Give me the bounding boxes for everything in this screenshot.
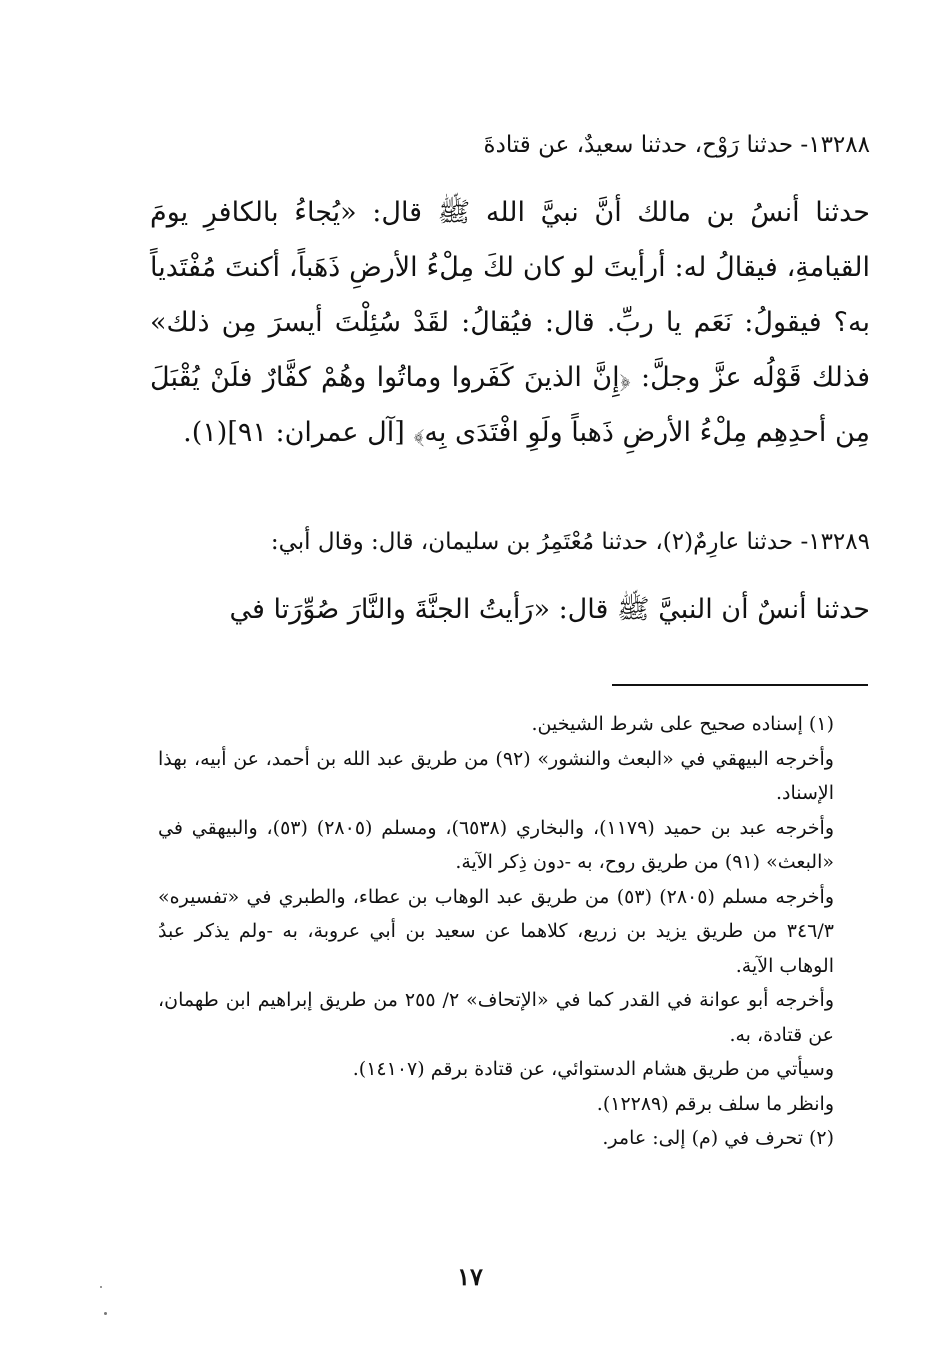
- footnote-line: وأخرجه البيهقي في «البعث والنشور» (٩٢) من طريق عبد الله بن أحمد، عن أبيه، بهذا الإسناد.: [158, 747, 834, 804]
- footnote-line: وأخرجه عبد بن حميد (١١٧٩)، والبخاري (٦٥٣٨)، ومسلم (٢٨٠٥) (٥٣)، والبيهقي في «البعث» (٩١) من طريق روح، به -دون ذِكر الآية.: [158, 816, 835, 873]
- footnote-line: (١) إسناده صحيح على شرط الشيخين.: [531, 713, 834, 735]
- page-number: ١٧: [457, 1262, 483, 1291]
- footnote-separator: [612, 684, 868, 686]
- footnote-line: وأخرجه أبو عوانة في القدر كما في «الإتحاف» ٢/ ٢٥٥ من طريق إبراهيم ابن طهمان، عن قتادة، به.: [158, 989, 834, 1046]
- hadith-13289-body-block: [150, 582, 870, 637]
- hadith-body: حدثنا أنسٌ أن النبيَّ ﷺ قال: «رَأيتُ الجنَّةَ والنَّارَ صُوِّرَتا في: [229, 594, 870, 625]
- hadith-13288-heading-block: [150, 125, 870, 165]
- hadith-13289-heading-block: [150, 522, 870, 562]
- footnote-line: وسيأتي من طريق هشام الدستوائي، عن قتادة برقم (١٤١٠٧).: [352, 1058, 834, 1080]
- footnote-line: (٢) تحرف في (م) إلى: عامر.: [602, 1127, 834, 1149]
- scan-speck: [100, 1286, 102, 1288]
- hadith-heading: ١٣٢٨٩- حدثنا عارِمٌ(٢)، حدثنا مُعْتَمِرُ بن سليمان، قال: وقال أبي:: [270, 529, 870, 555]
- footnote-line: وانظر ما سلف برقم (١٢٢٨٩).: [596, 1092, 834, 1115]
- hadith-heading: ١٣٢٨٨- حدثنا رَوْح، حدثنا سعيدٌ، عن قتادةَ: [483, 132, 870, 158]
- footnotes: [158, 707, 870, 1156]
- hadith-body: حدثنا أنسُ بن مالك أنَّ نبيَّ الله ﷺ قال: «يُجاءُ بالكافرِ يومَ القيامةِ، فيقالُ له: أرأيتَ لو كان لكَ مِلْءُ الأرضِ ذَهَباً، أكنتَ مُفْتَدياً به؟ فيقولُ: نَعَم يا ربِّ. قال: فيُقالُ: لقَدْ سُئِلْتَ أيسرَ مِن ذلك» فذلك قَوْلُه عزَّ وجلَّ: ﴿إِنَّ الذينَ كَفَروا وماتُوا وهُمْ كفَّارٌ فلَنْ يُقْبَلَ مِن أحدِهِم مِلْءُ الأرضِ ذَهباً ولَوِ افْتَدَى بِه﴾ [آل عمران: ٩١](١).: [150, 197, 870, 448]
- hadith-13288-body-block: [150, 185, 870, 460]
- scan-speck: [104, 1312, 107, 1315]
- footnote-line: وأخرجه مسلم (٢٨٠٥) (٥٣) من طريق عبد الوهاب بن عطاء، والطبري في «تفسيره» ٣٤٦/٣ من طريق يزيد بن زريع، كلاهما عن سعيد بن أبي عروبة، به -ولم يذكر عبدُ الوهاب الآية.: [158, 885, 835, 977]
